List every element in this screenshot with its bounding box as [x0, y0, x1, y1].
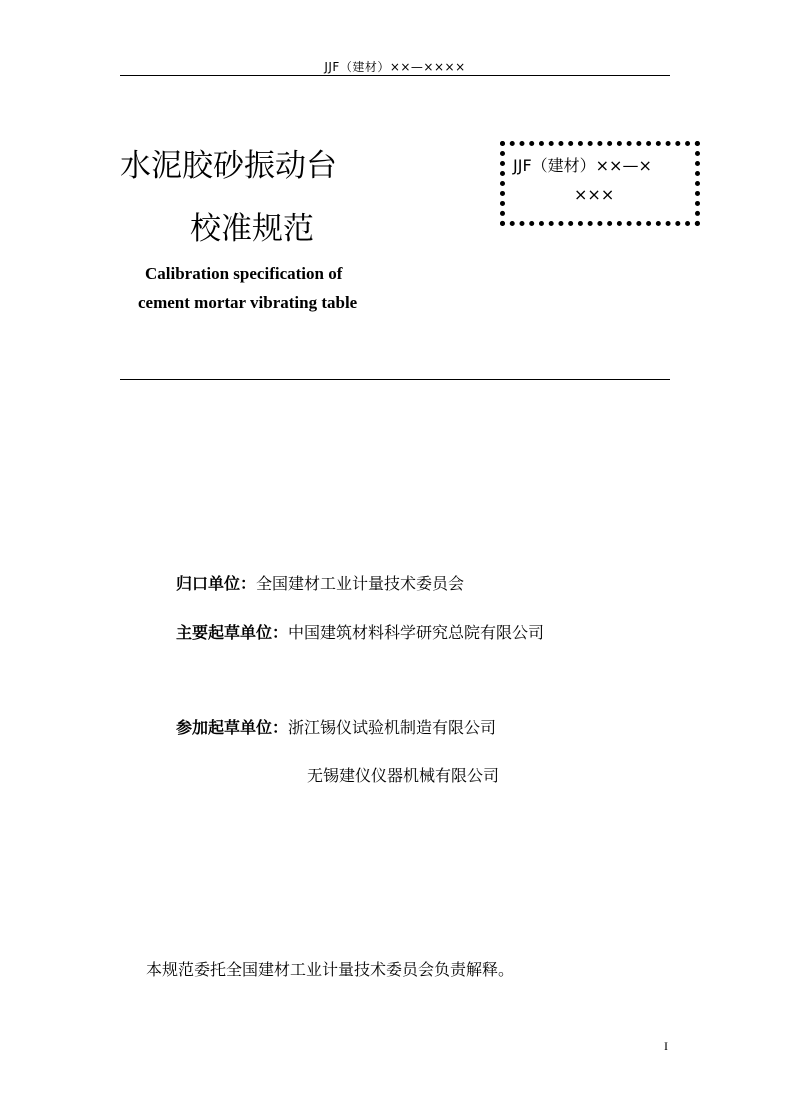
responsible-unit-value: 全国建材工业计量技术委员会 — [256, 574, 465, 593]
standard-number-line1: JJF（建材）××—× — [513, 156, 652, 175]
header-rule — [120, 75, 670, 76]
co-drafter-value-2: 无锡建仪仪器机械有限公司 — [307, 766, 500, 785]
main-drafter-value: 中国建筑材料科学研究总院有限公司 — [288, 623, 545, 642]
co-drafter-value-1: 浙江锡仪试验机制造有限公司 — [288, 718, 497, 737]
main-drafter — [176, 620, 544, 643]
title-en-line1: Calibration specification of — [145, 264, 343, 283]
title-en-line2: cement mortar vibrating table — [138, 293, 358, 312]
interpretation-note: 本规范委托全国建材工业计量技术委员会负责解释。 — [146, 960, 515, 979]
co-drafter-label: 参加起草单位： — [176, 718, 289, 737]
co-drafter — [176, 715, 496, 738]
title-rule — [120, 379, 670, 380]
standard-number-line2: ××× — [574, 185, 615, 204]
title-zh-line2: 校准规范 — [190, 211, 314, 247]
responsible-unit — [176, 571, 464, 594]
main-drafter-label: 主要起草单位： — [176, 623, 289, 642]
page-number: I — [664, 1039, 668, 1053]
responsible-unit-label: 归口单位： — [176, 574, 257, 593]
header-code: JJF（建材）××—×××× — [324, 60, 466, 74]
title-zh-line1: 水泥胶砂振动台 — [120, 148, 337, 184]
